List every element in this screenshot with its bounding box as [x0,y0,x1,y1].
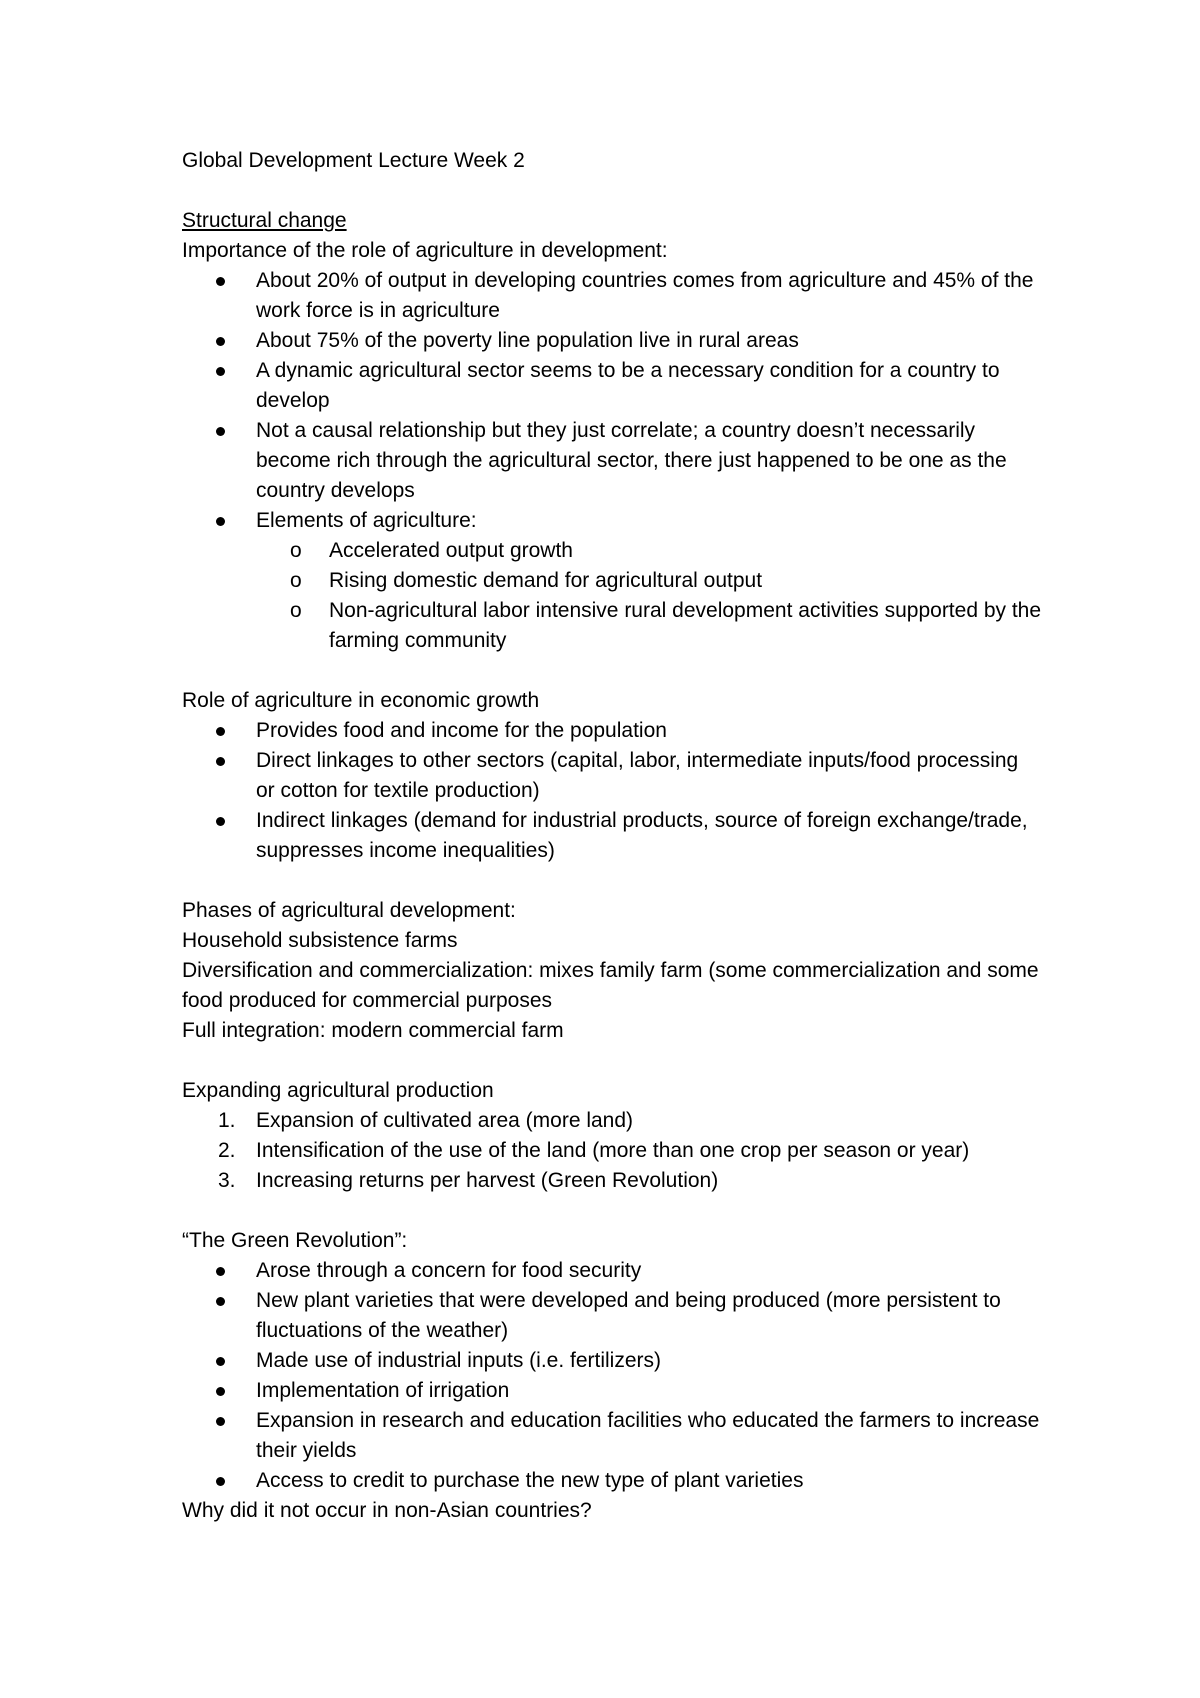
section-expanding-production [182,1076,1042,1196]
list-item-text: About 20% of output in developing countries comes from agriculture and 45% of the work force is in agriculture [256,269,1034,322]
item-number: 1. [218,1109,236,1132]
numbered-item [182,1106,1042,1136]
circle-bullet-icon: o [290,599,302,622]
list-item-text: Access to credit to purchase the new type of plant varieties [256,1469,804,1492]
list-item-text: Elements of agriculture: [256,509,477,532]
list-item-text: Made use of industrial inputs (i.e. fertilizers) [256,1349,661,1372]
list-item [182,1406,1042,1466]
list-item [182,716,1042,746]
list-item-text: Arose through a concern for food security [256,1259,642,1282]
list-item-text: Provides food and income for the population [256,719,667,742]
elements-sub-list [256,536,1042,656]
role-bullets [182,716,1042,866]
role-heading: Role of agriculture in economic growth [182,689,540,712]
phases-line: Household subsistence farms [182,929,458,952]
bullet-icon [216,1267,225,1276]
list-item-text: About 75% of the poverty line population live in rural areas [256,329,799,352]
list-item [182,506,1042,656]
list-item [182,1286,1042,1346]
sub-list-item [256,536,1042,566]
bullet-icon [216,1297,225,1306]
document-title: Global Development Lecture Week 2 [182,149,525,172]
item-number: 3. [218,1169,236,1192]
list-item [182,266,1042,326]
structural-change-bullets [182,266,1042,656]
list-item [182,416,1042,506]
phases-line: Diversification and commercialization: mixes family farm (some commercialization and some food produced for commercial purposes [182,959,1039,1012]
numbered-item-text: Expansion of cultivated area (more land) [256,1109,634,1132]
sub-list-item [256,566,1042,596]
list-item [182,1466,1042,1496]
structural-change-heading: Structural change [182,209,347,232]
green-heading: “The Green Revolution”: [182,1229,408,1252]
bullet-icon [216,1417,225,1426]
phases-line: Full integration: modern commercial farm [182,1019,564,1042]
numbered-item-text: Increasing returns per harvest (Green Revolution) [256,1169,719,1192]
list-item [182,326,1042,356]
list-item-text: Indirect linkages (demand for industrial products, source of foreign exchange/trade, suppresses income inequalities) [256,809,1028,862]
list-item [182,1346,1042,1376]
numbered-item [182,1166,1042,1196]
section-phases [182,896,1042,1046]
numbered-item-text: Intensification of the use of the land (more than one crop per season or year) [256,1139,970,1162]
list-item-text: Implementation of irrigation [256,1379,510,1402]
list-item-text: A dynamic agricultural sector seems to be a necessary condition for a country to develop [256,359,1000,412]
circle-bullet-icon: o [290,539,302,562]
list-item-text: New plant varieties that were developed and being produced (more persistent to fluctuations of the weather) [256,1289,1001,1342]
list-item [182,746,1042,806]
sub-list-item [256,596,1042,656]
bullet-icon [216,517,225,526]
bullet-icon [216,1357,225,1366]
list-item-text: Not a causal relationship but they just correlate; a country doesn’t necessarily become rich through the agricultural sector, there just happened to be one as the country develops [256,419,1007,502]
phases-heading: Phases of agricultural development: [182,899,516,922]
list-item-text: Direct linkages to other sectors (capital, labor, intermediate inputs/food processing or cotton for textile production) [256,749,1019,802]
numbered-item [182,1136,1042,1166]
structural-change-intro: Importance of the role of agriculture in development: [182,239,668,262]
list-item-text: Expansion in research and education facilities who educated the farmers to increase their yields [256,1409,1040,1462]
section-structural-change [182,206,1042,656]
item-number: 2. [218,1139,236,1162]
green-bullets [182,1256,1042,1496]
section-green-revolution [182,1226,1042,1526]
bullet-icon [216,727,225,736]
bullet-icon [216,817,225,826]
list-item [182,806,1042,866]
list-item [182,1376,1042,1406]
green-question: Why did it not occur in non-Asian countries? [182,1499,592,1522]
expanding-heading: Expanding agricultural production [182,1079,494,1102]
bullet-icon [216,1387,225,1396]
list-item [182,1256,1042,1286]
bullet-icon [216,427,225,436]
sub-list-item-text: Accelerated output growth [329,539,573,562]
expanding-numbered-list [182,1106,1042,1196]
sub-list-item-text: Non-agricultural labor intensive rural development activities supported by the farming community [329,599,1042,652]
bullet-icon [216,277,225,286]
circle-bullet-icon: o [290,569,302,592]
bullet-icon [216,337,225,346]
sub-list-item-text: Rising domestic demand for agricultural output [329,569,763,592]
document-body [182,146,1042,1526]
bullet-icon [216,1477,225,1486]
section-role-of-agriculture [182,686,1042,866]
bullet-icon [216,367,225,376]
list-item [182,356,1042,416]
bullet-icon [216,757,225,766]
